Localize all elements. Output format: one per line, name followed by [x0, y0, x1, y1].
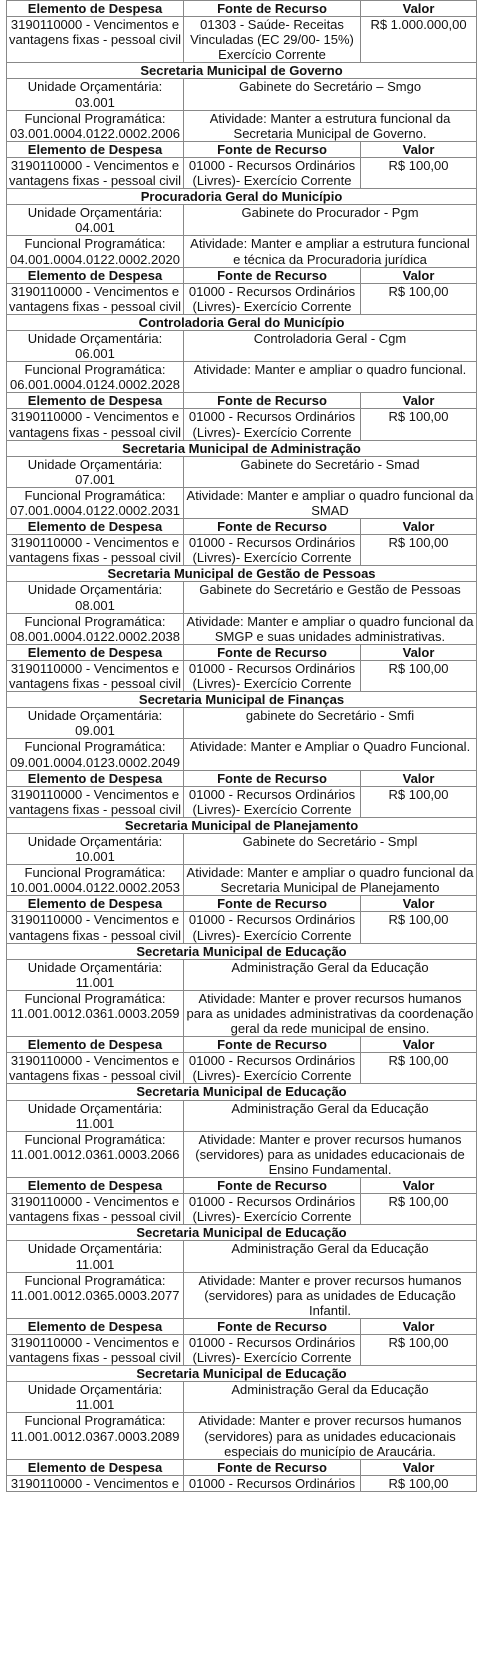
- header-elemento: Elemento de Despesa: [7, 393, 184, 409]
- expense-row: [7, 786, 477, 817]
- program-activity: Atividade: Manter e prover recursos humanos (servidores) para as unidades educacionais de Ensino Fundamental.: [184, 1131, 477, 1177]
- program-label-text: Funcional Programática:: [24, 1272, 166, 1288]
- section-title-row: [7, 189, 477, 205]
- budget-table-body: [7, 1, 477, 1492]
- header-row: [7, 1318, 477, 1334]
- budget-unit-row: [7, 1382, 477, 1413]
- expense-value: R$ 100,00: [361, 1475, 477, 1491]
- header-valor: Valor: [361, 1037, 477, 1053]
- program-activity: Atividade: Manter e ampliar o quadro funcional da SMAD: [184, 487, 477, 518]
- budget-unit-label: [7, 205, 184, 236]
- budget-unit-name: Gabinete do Secretário e Gestão de Pessoas: [184, 582, 477, 613]
- budget-unit-name: Administração Geral da Educação: [184, 1100, 477, 1131]
- header-valor: Valor: [361, 393, 477, 409]
- section-title-row: [7, 566, 477, 582]
- program-label-text: Funcional Programática:: [24, 1131, 166, 1147]
- section-title: Secretaria Municipal de Educação: [7, 1084, 477, 1100]
- budget-unit-label: [7, 959, 184, 990]
- program-code: 11.001.0012.0361.0003.2059: [10, 1006, 180, 1021]
- header-fonte: Fonte de Recurso: [184, 1318, 361, 1334]
- header-fonte: Fonte de Recurso: [184, 141, 361, 157]
- program-row: [7, 236, 477, 267]
- program-label: [7, 110, 184, 141]
- header-fonte: Fonte de Recurso: [184, 519, 361, 535]
- expense-source: 01000 - Recursos Ordinários: [184, 1475, 361, 1491]
- program-activity: Atividade: Manter e Ampliar o Quadro Funcional.: [184, 739, 477, 770]
- expense-value: R$ 100,00: [361, 912, 477, 943]
- section-title: Secretaria Municipal de Finanças: [7, 692, 477, 708]
- section-title: Secretaria Municipal de Gestão de Pessoas: [7, 566, 477, 582]
- program-activity: Atividade: Manter e prover recursos humanos (servidores) para as unidades educacionais especiais do município de Araucária.: [184, 1413, 477, 1459]
- expense-row: [7, 660, 477, 691]
- budget-unit-row: [7, 330, 477, 361]
- budget-unit-code: 07.001: [75, 471, 115, 487]
- budget-unit-row: [7, 959, 477, 990]
- section-title: Secretaria Municipal de Governo: [7, 63, 477, 79]
- program-label: [7, 362, 184, 393]
- program-activity: Atividade: Manter e ampliar o quadro funcional da SMGP e suas unidades administrativas.: [184, 613, 477, 644]
- budget-unit-label-text: Unidade Orçamentária:: [27, 833, 163, 849]
- header-fonte: Fonte de Recurso: [184, 1459, 361, 1475]
- header-elemento: Elemento de Despesa: [7, 267, 184, 283]
- header-valor: Valor: [361, 1318, 477, 1334]
- header-row: [7, 1178, 477, 1194]
- header-valor: Valor: [361, 519, 477, 535]
- budget-unit-label-text: Unidade Orçamentária:: [27, 708, 163, 724]
- header-row: [7, 644, 477, 660]
- expense-value: R$ 100,00: [361, 1053, 477, 1084]
- budget-document: [6, 0, 476, 1492]
- header-row: [7, 393, 477, 409]
- program-code: 11.001.0012.0361.0003.2066: [10, 1146, 180, 1162]
- section-title-row: [7, 440, 477, 456]
- expense-source: 01000 - Recursos Ordinários (Livres)- Exercício Corrente: [184, 157, 361, 188]
- program-row: [7, 1131, 477, 1177]
- header-fonte: Fonte de Recurso: [184, 770, 361, 786]
- budget-unit-row: [7, 456, 477, 487]
- header-row: [7, 1037, 477, 1053]
- budget-unit-name: Gabinete do Secretário – Smgo: [184, 79, 477, 110]
- expense-row: [7, 1053, 477, 1084]
- budget-unit-code: 04.001: [75, 220, 115, 236]
- expense-source: 01000 - Recursos Ordinários (Livres)- Exercício Corrente: [184, 409, 361, 440]
- section-title-row: [7, 1084, 477, 1100]
- expense-source: 01303 - Saúde- Receitas Vinculadas (EC 29/00- 15%) Exercício Corrente: [184, 17, 361, 63]
- program-code: 11.001.0012.0365.0003.2077: [10, 1287, 180, 1303]
- program-activity: Atividade: Manter e prover recursos humanos para as unidades administrativas da coordenação geral da rede municipal de ensino.: [184, 990, 477, 1036]
- program-label: [7, 236, 184, 267]
- expense-row: [7, 283, 477, 314]
- budget-unit-row: [7, 833, 477, 864]
- expense-row: [7, 409, 477, 440]
- header-row: [7, 1459, 477, 1475]
- program-label-text: Funcional Programática:: [24, 613, 166, 629]
- expense-source: 01000 - Recursos Ordinários (Livres)- Exercício Corrente: [184, 1194, 361, 1225]
- program-row: [7, 1272, 477, 1318]
- budget-unit-code: 08.001: [75, 597, 115, 613]
- budget-unit-label-text: Unidade Orçamentária:: [27, 205, 163, 221]
- program-activity: Atividade: Manter e ampliar o quadro funcional.: [184, 362, 477, 393]
- expense-row: [7, 1334, 477, 1365]
- program-label-text: Funcional Programática:: [24, 1413, 166, 1429]
- budget-unit-label: [7, 1241, 184, 1272]
- program-code: 11.001.0012.0367.0003.2089: [10, 1428, 180, 1444]
- expense-row: [7, 157, 477, 188]
- program-row: [7, 990, 477, 1036]
- section-title: Controladoria Geral do Município: [7, 314, 477, 330]
- program-activity: Atividade: Manter a estrutura funcional da Secretaria Municipal de Governo.: [184, 110, 477, 141]
- header-fonte: Fonte de Recurso: [184, 1037, 361, 1053]
- budget-unit-name: Administração Geral da Educação: [184, 959, 477, 990]
- program-label: [7, 613, 184, 644]
- section-title-row: [7, 692, 477, 708]
- program-label-text: Funcional Programática:: [24, 110, 166, 126]
- expense-element: 3190110000 - Vencimentos e: [7, 1475, 184, 1491]
- header-valor: Valor: [361, 896, 477, 912]
- budget-unit-label: [7, 79, 184, 110]
- section-title: Secretaria Municipal de Planejamento: [7, 817, 477, 833]
- expense-element: 3190110000 - Vencimentos e vantagens fixas - pessoal civil: [7, 660, 184, 691]
- expense-element: 3190110000 - Vencimentos e vantagens fixas - pessoal civil: [7, 157, 184, 188]
- budget-unit-label-text: Unidade Orçamentária:: [27, 1241, 163, 1257]
- expense-element: 3190110000 - Vencimentos e vantagens fixas - pessoal civil: [7, 1053, 184, 1084]
- expense-source: 01000 - Recursos Ordinários (Livres)- Exercício Corrente: [184, 1053, 361, 1084]
- budget-unit-row: [7, 205, 477, 236]
- header-valor: Valor: [361, 770, 477, 786]
- budget-unit-label-text: Unidade Orçamentária:: [27, 456, 163, 472]
- header-valor: Valor: [361, 1459, 477, 1475]
- budget-unit-label-text: Unidade Orçamentária:: [27, 959, 163, 975]
- expense-element: 3190110000 - Vencimentos e vantagens fixas - pessoal civil: [7, 535, 184, 566]
- budget-unit-label: [7, 582, 184, 613]
- expense-row: [7, 1194, 477, 1225]
- budget-unit-label: [7, 1100, 184, 1131]
- header-row: [7, 1, 477, 17]
- expense-value: R$ 100,00: [361, 157, 477, 188]
- budget-unit-code: 11.001: [75, 1115, 115, 1131]
- expense-element: 3190110000 - Vencimentos e vantagens fixas - pessoal civil: [7, 1194, 184, 1225]
- program-code: 10.001.0004.0122.0002.2053: [10, 880, 180, 896]
- program-activity: Atividade: Manter e ampliar o quadro funcional da Secretaria Municipal de Planejamento: [184, 865, 477, 896]
- header-valor: Valor: [361, 141, 477, 157]
- program-label: [7, 1272, 184, 1318]
- header-row: [7, 896, 477, 912]
- expense-value: R$ 100,00: [361, 283, 477, 314]
- budget-unit-label: [7, 330, 184, 361]
- expense-source: 01000 - Recursos Ordinários (Livres)- Exercício Corrente: [184, 786, 361, 817]
- header-row: [7, 770, 477, 786]
- expense-element: 3190110000 - Vencimentos e vantagens fixas - pessoal civil: [7, 283, 184, 314]
- program-label-text: Funcional Programática:: [24, 362, 166, 378]
- program-code: 09.001.0004.0123.0002.2049: [10, 754, 180, 770]
- header-row: [7, 267, 477, 283]
- budget-unit-label: [7, 456, 184, 487]
- program-label-text: Funcional Programática:: [24, 236, 166, 252]
- program-row: [7, 110, 477, 141]
- expense-source: 01000 - Recursos Ordinários (Livres)- Exercício Corrente: [184, 283, 361, 314]
- header-elemento: Elemento de Despesa: [7, 644, 184, 660]
- program-row: [7, 613, 477, 644]
- program-row: [7, 865, 477, 896]
- program-code: 07.001.0004.0122.0002.2031: [10, 503, 180, 518]
- section-title-row: [7, 314, 477, 330]
- program-label-text: Funcional Programática:: [24, 990, 166, 1006]
- budget-unit-label-text: Unidade Orçamentária:: [27, 1100, 163, 1116]
- program-activity: Atividade: Manter e ampliar a estrutura funcional e técnica da Procuradoria jurídica: [184, 236, 477, 267]
- program-label-text: Funcional Programática:: [24, 739, 166, 755]
- program-code: 03.001.0004.0122.0002.2006: [10, 125, 180, 141]
- program-code: 08.001.0004.0122.0002.2038: [10, 628, 180, 644]
- expense-element: 3190110000 - Vencimentos e vantagens fixas - pessoal civil: [7, 912, 184, 943]
- header-elemento: Elemento de Despesa: [7, 141, 184, 157]
- section-title: Secretaria Municipal de Administração: [7, 440, 477, 456]
- header-elemento: Elemento de Despesa: [7, 1037, 184, 1053]
- header-fonte: Fonte de Recurso: [184, 1, 361, 17]
- section-title-row: [7, 63, 477, 79]
- budget-unit-name: Administração Geral da Educação: [184, 1241, 477, 1272]
- program-label-text: Funcional Programática:: [24, 865, 166, 881]
- header-elemento: Elemento de Despesa: [7, 1318, 184, 1334]
- budget-unit-label: [7, 833, 184, 864]
- expense-element: 3190110000 - Vencimentos e vantagens fixas - pessoal civil: [7, 786, 184, 817]
- header-elemento: Elemento de Despesa: [7, 519, 184, 535]
- section-title: Secretaria Municipal de Educação: [7, 1366, 477, 1382]
- header-row: [7, 519, 477, 535]
- budget-unit-name: Controladoria Geral - Cgm: [184, 330, 477, 361]
- section-title: Secretaria Municipal de Educação: [7, 943, 477, 959]
- budget-unit-code: 10.001: [75, 849, 115, 865]
- budget-unit-row: [7, 708, 477, 739]
- program-activity: Atividade: Manter e prover recursos humanos (servidores) para as unidades de Educação Infantil.: [184, 1272, 477, 1318]
- header-valor: Valor: [361, 644, 477, 660]
- expense-source: 01000 - Recursos Ordinários (Livres)- Exercício Corrente: [184, 660, 361, 691]
- program-row: [7, 487, 477, 518]
- section-title: Secretaria Municipal de Educação: [7, 1225, 477, 1241]
- header-fonte: Fonte de Recurso: [184, 896, 361, 912]
- header-valor: Valor: [361, 1178, 477, 1194]
- budget-unit-row: [7, 582, 477, 613]
- budget-unit-name: Gabinete do Secretário - Smpl: [184, 833, 477, 864]
- budget-unit-label-text: Unidade Orçamentária:: [27, 582, 163, 598]
- program-code: 04.001.0004.0122.0002.2020: [10, 251, 180, 267]
- expense-value: R$ 1.000.000,00: [361, 17, 477, 63]
- budget-unit-name: Gabinete do Procurador - Pgm: [184, 205, 477, 236]
- header-elemento: Elemento de Despesa: [7, 1459, 184, 1475]
- expense-element: 3190110000 - Vencimentos e vantagens fixas - pessoal civil: [7, 409, 184, 440]
- budget-unit-code: 09.001: [75, 723, 115, 739]
- program-label: [7, 865, 184, 896]
- program-row: [7, 362, 477, 393]
- budget-unit-code: 03.001: [75, 94, 115, 110]
- budget-unit-label-text: Unidade Orçamentária:: [27, 79, 163, 95]
- program-label: [7, 1131, 184, 1177]
- header-elemento: Elemento de Despesa: [7, 896, 184, 912]
- expense-source: 01000 - Recursos Ordinários (Livres)- Exercício Corrente: [184, 535, 361, 566]
- expense-row: [7, 1475, 477, 1491]
- budget-unit-row: [7, 79, 477, 110]
- program-label-text: Funcional Programática:: [24, 487, 166, 503]
- budget-unit-row: [7, 1100, 477, 1131]
- section-title-row: [7, 1225, 477, 1241]
- expense-value: R$ 100,00: [361, 1194, 477, 1225]
- budget-unit-label: [7, 1382, 184, 1413]
- expense-row: [7, 17, 477, 63]
- expense-source: 01000 - Recursos Ordinários (Livres)- Exercício Corrente: [184, 1334, 361, 1365]
- header-fonte: Fonte de Recurso: [184, 1178, 361, 1194]
- budget-unit-name: gabinete do Secretário - Smfi: [184, 708, 477, 739]
- section-title: Procuradoria Geral do Município: [7, 189, 477, 205]
- expense-value: R$ 100,00: [361, 786, 477, 817]
- expense-row: [7, 535, 477, 566]
- budget-unit-label: [7, 708, 184, 739]
- budget-table: [6, 0, 477, 1492]
- program-label: [7, 1413, 184, 1459]
- budget-unit-name: Gabinete do Secretário - Smad: [184, 456, 477, 487]
- program-label: [7, 487, 184, 518]
- expense-row: [7, 912, 477, 943]
- header-elemento: Elemento de Despesa: [7, 1178, 184, 1194]
- expense-value: R$ 100,00: [361, 535, 477, 566]
- expense-source: 01000 - Recursos Ordinários (Livres)- Exercício Corrente: [184, 912, 361, 943]
- header-valor: Valor: [361, 1, 477, 17]
- budget-unit-label-text: Unidade Orçamentária:: [27, 330, 163, 346]
- program-label: [7, 739, 184, 770]
- expense-value: R$ 100,00: [361, 660, 477, 691]
- program-row: [7, 1413, 477, 1459]
- budget-unit-code: 11.001: [75, 974, 115, 990]
- header-elemento: Elemento de Despesa: [7, 770, 184, 786]
- section-title-row: [7, 1366, 477, 1382]
- expense-value: R$ 100,00: [361, 1334, 477, 1365]
- program-label: [7, 990, 184, 1036]
- budget-unit-code: 06.001: [75, 346, 115, 362]
- budget-unit-label-text: Unidade Orçamentária:: [27, 1382, 163, 1398]
- header-fonte: Fonte de Recurso: [184, 393, 361, 409]
- expense-element: 3190110000 - Vencimentos e vantagens fixas - pessoal civil: [7, 17, 184, 63]
- budget-unit-code: 11.001: [75, 1397, 115, 1413]
- section-title-row: [7, 943, 477, 959]
- section-title-row: [7, 817, 477, 833]
- header-valor: Valor: [361, 267, 477, 283]
- header-elemento: Elemento de Despesa: [7, 1, 184, 17]
- expense-element: 3190110000 - Vencimentos e vantagens fixas - pessoal civil: [7, 1334, 184, 1365]
- budget-unit-row: [7, 1241, 477, 1272]
- budget-unit-name: Administração Geral da Educação: [184, 1382, 477, 1413]
- expense-value: R$ 100,00: [361, 409, 477, 440]
- program-code: 06.001.0004.0124.0002.2028: [10, 377, 180, 393]
- header-fonte: Fonte de Recurso: [184, 267, 361, 283]
- program-row: [7, 739, 477, 770]
- header-row: [7, 141, 477, 157]
- header-fonte: Fonte de Recurso: [184, 644, 361, 660]
- budget-unit-code: 11.001: [75, 1256, 115, 1272]
